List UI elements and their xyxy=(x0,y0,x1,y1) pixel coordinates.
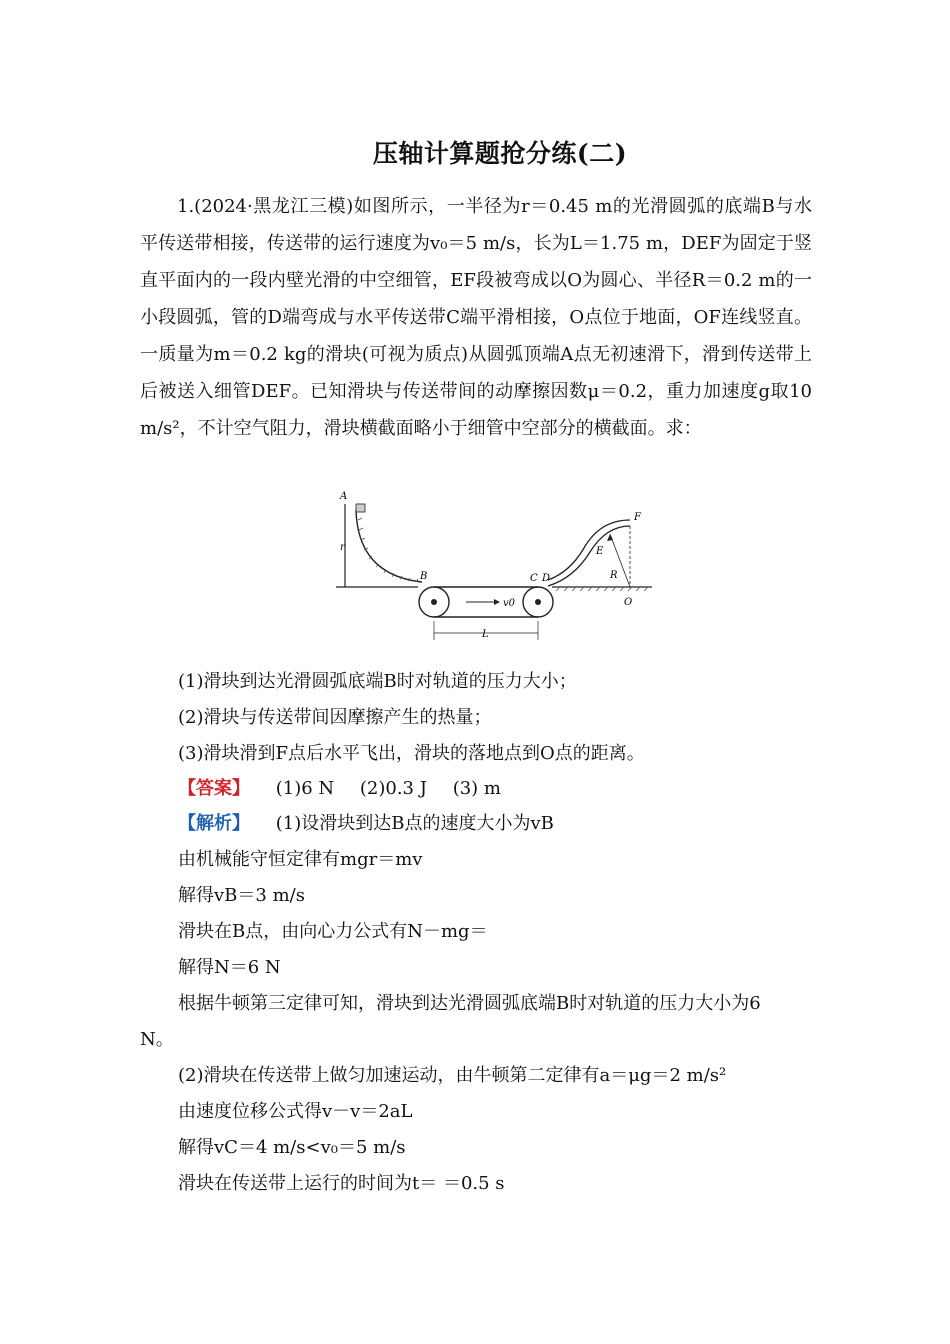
question-3: (3)滑块滑到F点后水平飞出，滑块的落地点到O点的距离。 xyxy=(178,743,645,764)
label-B: B xyxy=(420,571,428,582)
solution-row xyxy=(140,812,858,836)
page-title: 压轴计算题抢分练(二) xyxy=(372,139,628,168)
solution-line-7: N。 xyxy=(140,1029,174,1050)
label-A: A xyxy=(340,491,348,502)
solution-line-10: 解得vC＝4 m/s<v₀＝5 m/s xyxy=(178,1137,406,1158)
label-r: r xyxy=(340,542,345,553)
solution-line-1: (1)设滑块到达B点的速度大小为vB xyxy=(275,813,554,834)
answer-row xyxy=(140,777,858,801)
label-E: E xyxy=(596,546,604,557)
label-R: R xyxy=(610,570,618,581)
answer-part-3: (3) m xyxy=(452,778,501,799)
solution-line-9: 由速度位移公式得v－v＝2aL xyxy=(178,1101,413,1122)
solution-line-2: 由机械能守恒定律有mgr＝mv xyxy=(178,849,423,870)
label-F: F xyxy=(634,512,641,523)
label-C: C xyxy=(530,573,538,584)
label-D: D xyxy=(542,573,551,584)
solution-label: 【解析】 xyxy=(178,813,250,834)
question-1: (1)滑块到达光滑圆弧底端B时对轨道的压力大小； xyxy=(178,671,577,692)
solution-line-8: (2)滑块在传送带上做匀加速运动，由牛顿第二定律有a＝μg＝2 m/s² xyxy=(178,1065,727,1086)
solution-line-3: 解得vB＝3 m/s xyxy=(178,885,305,906)
question-2: (2)滑块与传送带间因摩擦产生的热量； xyxy=(178,707,492,728)
label-v0: v0 xyxy=(503,598,516,609)
label-L: L xyxy=(482,629,489,640)
problem-statement: 1.(2024·黑龙江三模)如图所示，一半径为r＝0.45 m的光滑圆弧的底端B与水平传送带相接，传送带的运行速度为v₀＝5 m/s，长为L＝1.75 m，DEF为固定于竖直平面内的一段内壁光滑的中空细管，EF段被弯成以O为圆心、半径R＝0.2 m的一小段圆弧，管的D端弯成与水平传送带C端平滑相接，O点位于地面，OF连线竖直。一质量为m＝0.2 kg的滑块(可视为质点)从圆弧顶端A点无初速滑下，滑到传送带上后被送入细管DEF。已知滑块与传送带间的动摩擦因数μ＝0.2，重力加速度g取10 m/s²，不计空气阻力，滑块横截面略小于细管中空部分的横截面。求： xyxy=(140,196,812,439)
answer-label: 【答案】 xyxy=(178,778,250,799)
solution-line-11: 滑块在传送带上运行的时间为t＝ ＝0.5 s xyxy=(178,1173,505,1194)
answer-part-1: (1)6 N xyxy=(275,778,335,799)
answer-part-2: (2)0.3 J xyxy=(359,778,427,799)
physics-diagram xyxy=(334,490,654,650)
solution-line-5: 解得N＝6 N xyxy=(178,957,281,978)
solution-line-6: 根据牛顿第三定律可知，滑块到达光滑圆弧底端B时对轨道的压力大小为6 xyxy=(178,993,761,1014)
label-O: O xyxy=(624,597,633,608)
solution-line-4: 滑块在B点，由向心力公式有N－mg＝ xyxy=(178,921,488,942)
